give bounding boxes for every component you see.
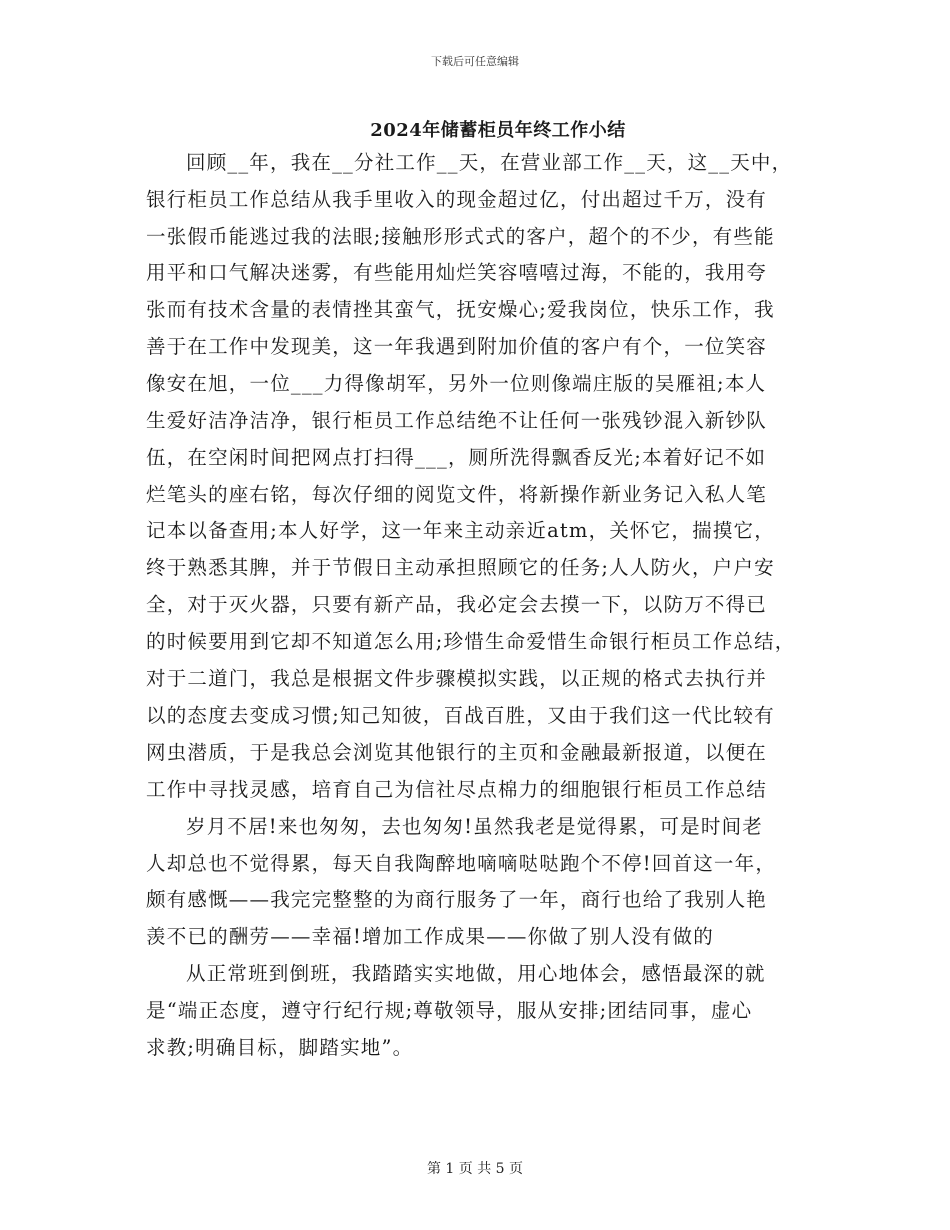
paragraph-line: 的时候要用到它却不知道怎么用;珍惜生命爱惜生命银行柜员工作总结， xyxy=(146,630,796,653)
paragraph-line: 像安在旭，一位___力得像胡军，另外一位则像端庄版的吴雁祖;本人 xyxy=(146,372,767,395)
paragraph-line: 以的态度去变成习惯;知己知彼，百战百胜，又由于我们这一代比较有 xyxy=(146,704,775,727)
paragraph-line: 生爱好洁净洁净，银行柜员工作总结绝不让任何一张残钞混入新钞队 xyxy=(146,409,768,432)
paragraph-line: 银行柜员工作总结从我手里收入的现金超过亿，付出超过千万，没有 xyxy=(146,188,768,211)
paragraph-line: 记本以备查用;本人好学，这一年来主动亲近atm，关怀它，揣摸它， xyxy=(146,519,775,542)
paragraph-line: 是“端正态度，遵守行纪行规;尊敬领导，服从安排;团结同事，虚心 xyxy=(146,999,753,1022)
paragraph-line: 工作中寻找灵感，培育自己为信社尽点棉力的细胞银行柜员工作总结 xyxy=(146,778,768,801)
paragraph-line: 善于在工作中发现美，这一年我遇到附加价值的客户有个，一位笑容 xyxy=(146,335,768,358)
paragraph-line: 颇有感慨——我完完整整的为商行服务了一年，商行也给了我别人艳 xyxy=(146,888,768,911)
paragraph-line: 岁月不居!来也匆匆，去也匆匆!虽然我老是觉得累，可是时间老 xyxy=(186,815,763,838)
paragraph-line: 终于熟悉其脾，并于节假日主动承担照顾它的任务;人人防火，户户安 xyxy=(146,556,775,579)
paragraph-line: 全，对于灭火器，只要有新产品，我必定会去摸一下，以防万不得已 xyxy=(146,593,768,616)
page-number: 第 1 页 共 5 页 xyxy=(426,1161,524,1177)
paragraph-line: 伍，在空闲时间把网点打扫得___，厕所洗得飘香反光;本着好记不如 xyxy=(146,446,767,469)
paragraph-line: 烂笔头的座右铭，每次仔细的阅览文件，将新操作新业务记入私人笔 xyxy=(146,483,768,506)
paragraph-line: 张而有技术含量的表情挫其蛮气，抚安燥心;爱我岗位，快乐工作，我 xyxy=(146,298,775,321)
paragraph-line: 对于二道门，我总是根据文件步骤模拟实践，以正规的格式去执行并 xyxy=(146,667,768,690)
paragraph-line: 人却总也不觉得累，每天自我陶醉地嘀嘀哒哒跑个不停!回首这一年， xyxy=(146,852,777,875)
paragraph-line: 一张假币能逃过我的法眼;接触形形式式的客户，超个的不少，有些能 xyxy=(146,225,775,248)
page-header-note: 下载后可任意编辑 xyxy=(431,55,519,68)
paragraph-line: 羡不已的酬劳——幸福!增加工作成果——你做了别人没有做的 xyxy=(146,925,714,948)
paragraph-line: 回顾__年，我在__分社工作__天，在营业部工作__天，这__天中， xyxy=(186,151,793,174)
paragraph-line: 求教;明确目标，脚踏实地”。 xyxy=(146,1036,414,1059)
document-title: 2024年储蓄柜员年终工作小结 xyxy=(370,120,626,141)
paragraph-line: 网虫潜质，于是我总会浏览其他银行的主页和金融最新报道，以便在 xyxy=(146,741,768,764)
paragraph-line: 用平和口气解决迷雾，有些能用灿烂笑容嘻嘻过海，不能的，我用夸 xyxy=(146,261,768,284)
paragraph-line: 从正常班到倒班，我踏踏实实地做，用心地体会，感悟最深的就 xyxy=(186,962,766,985)
